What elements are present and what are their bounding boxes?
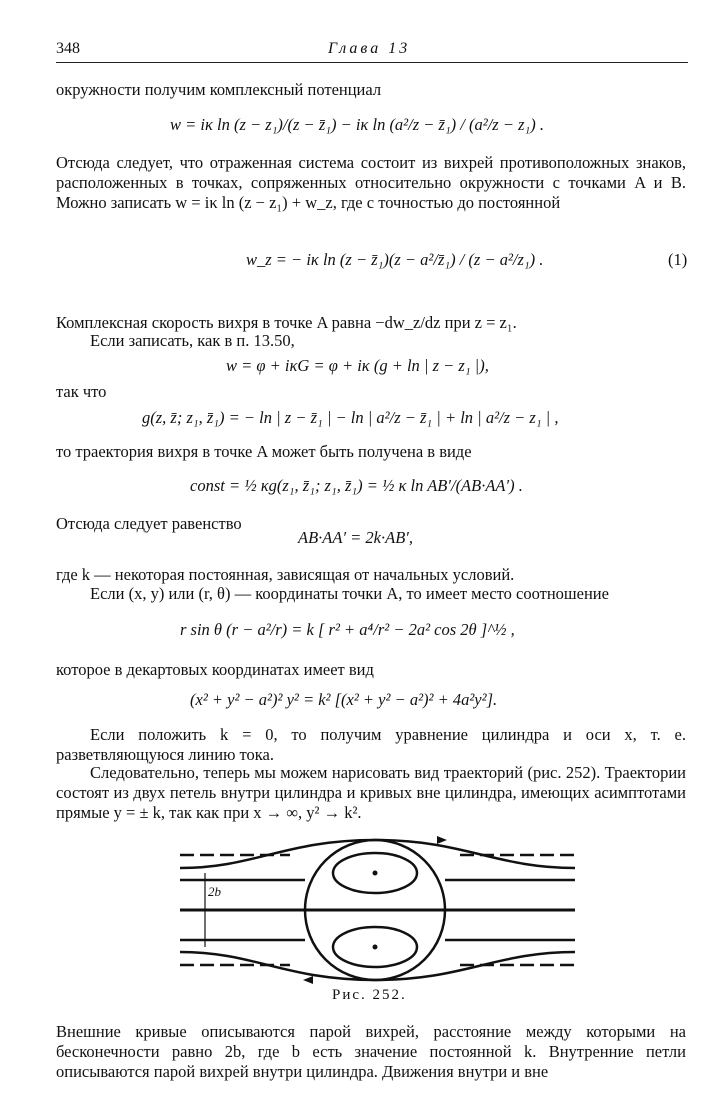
arrow-upper [437,836,447,844]
paragraph-trajectory: то траектория вихря в точке A может быть получена в виде [56,442,472,461]
figure-252 [175,835,575,985]
paragraph-if-write: Если записать, как в п. 13.50, [90,331,295,350]
equation-const: const = ½ κg(z₁, z̄₁; z₁, z̄₁) = ½ κ ln AB′/(AB·AA′) . [190,476,523,495]
text-equality: Отсюда следует равенство [56,514,242,533]
arrow-lower [303,976,313,984]
vortex-lower [373,945,378,950]
equation-potential: w = iκ ln (z − z₁)/(z − z̄₁) − iκ ln (a²/z − z̄₁) / (a²/z − z₁) . [170,115,544,134]
paragraph-constant-k: где k — некоторая постоянная, зависящая от начальных условий. [56,565,515,584]
figure-caption: Рис. 252. [332,987,407,1003]
equation-number: (1) [668,250,688,269]
paragraph-coordinates: Если (x, y) или (r, θ) — координаты точки A, то имеет место соотношение [90,584,609,603]
equation-wz: w_z = − iκ ln (z − z̄₁)(z − a²/z̄₁) / (z − a²/z₁) . [246,250,544,269]
vortex-upper [373,871,378,876]
equation-cartesian: (x² + y² − a²)² y² = k² [(x² + y² − a²)² + 4a²y²]. [190,690,498,709]
text-so-that: так что [56,382,107,401]
equation-w: w = φ + iκG = φ + iκ (g + ln | z − z₁ |), [226,356,489,375]
header-rule [56,62,688,63]
text-line-1: окружности получим комплексный потенциал [56,80,382,99]
paragraph-complex-velocity: Комплексная скорость вихря в точке A равна −dw_z/dz при z = z₁. [56,313,517,332]
text-cartesian: которое в декартовых координатах имеет вид [56,660,374,679]
chapter-title: Глава 13 [328,40,411,57]
paragraph-k-zero: Если положить k = 0, то получим уравнение цилиндра и оси x, т. е. разветвляющуюся линию тока. [56,725,686,764]
equation-polar: r sin θ (r − a²/r) = k [ r² + a⁴/r² − 2a² cos 2θ ]^½ , [180,620,515,639]
equation-ab: AB·AA′ = 2k·AB′, [298,528,414,547]
equation-g: g(z, z̄; z₁, z̄₁) = − ln | z − z̄₁ | − ln | a²/z − z̄₁ | + ln | a²/z − z₁ | , [142,408,559,427]
paragraph-outer-curves: Внешние кривые описываются парой вихрей, расстояние между которыми на бесконечности равно 2b, где b есть значение постоянной k. Внутренние петли описываются парой вихрей внутри цилиндра. Движения внутри и вне [56,1022,686,1081]
figure-label-2b: 2b [208,884,221,899]
paragraph-reflected-system: Отсюда следует, что отраженная система состоит из вихрей противоположных знаков, расположенных в точках, сопряженных относительно окружности с точками A и B. Можно записать w = iκ ln (z − z₁) + w_z, где с точностью до постоянной [56,153,686,212]
paragraph-trajectories: Следовательно, теперь мы можем нарисовать вид траекторий (рис. 252). Траектории состоят из двух петель внутри цилиндра и кривых вне цилиндра, имеющих асимптотами прямые y = ± k, так как при x → ∞, y² → k². [56,763,686,822]
page-number: 348 [56,40,80,57]
